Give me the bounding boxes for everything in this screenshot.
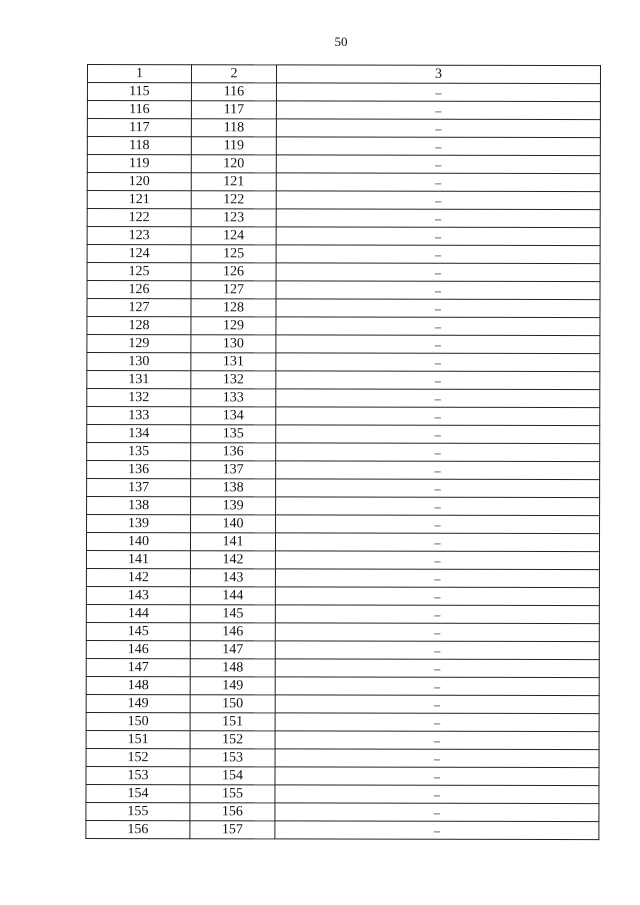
table-row (87, 389, 600, 408)
table-cell: 151 (86, 730, 190, 748)
data-table-container (85, 64, 600, 840)
table-cell: 135 (191, 425, 276, 443)
table-cell: 136 (191, 443, 276, 461)
table-cell: 142 (190, 551, 275, 569)
table-cell: 125 (87, 263, 191, 281)
table-cell-dash: – (276, 173, 600, 192)
table-cell-dash: – (276, 335, 600, 354)
table-cell-dash: – (276, 425, 600, 444)
table-body (86, 83, 601, 840)
table-cell-dash: – (275, 551, 599, 570)
table-cell: 137 (191, 461, 276, 479)
table-row (87, 443, 600, 462)
column-header-3: 3 (276, 65, 600, 84)
table-cell: 147 (190, 641, 275, 659)
table-cell: 154 (86, 784, 190, 802)
table-cell: 155 (190, 785, 275, 803)
table-cell: 123 (87, 227, 191, 245)
table-row (86, 604, 599, 623)
table-cell: 118 (87, 137, 191, 155)
table-cell: 126 (87, 281, 191, 299)
table-cell: 151 (190, 713, 275, 731)
table-cell-dash: – (276, 281, 600, 300)
table-cell-dash: – (276, 515, 600, 534)
table-cell: 148 (86, 676, 190, 694)
table-cell: 130 (87, 353, 191, 371)
table-cell: 133 (191, 389, 276, 407)
table-cell-dash: – (276, 245, 600, 264)
table-cell: 127 (87, 299, 191, 317)
table-cell-dash: – (276, 227, 600, 246)
table-cell: 156 (190, 803, 275, 821)
table-cell: 141 (190, 533, 275, 551)
table-cell: 150 (190, 695, 275, 713)
table-cell: 134 (87, 425, 191, 443)
table-row (87, 245, 600, 264)
table-cell-dash: – (275, 713, 599, 732)
table-cell-dash: – (276, 263, 600, 282)
table-row (86, 640, 599, 659)
table-row (86, 586, 599, 605)
table-cell: 124 (87, 245, 191, 263)
table-cell: 139 (191, 497, 276, 515)
table-cell: 129 (191, 317, 276, 335)
table-cell: 116 (87, 101, 191, 119)
table-cell: 128 (87, 317, 191, 335)
table-cell: 117 (87, 119, 191, 137)
table-cell-dash: – (276, 389, 600, 408)
table-row (87, 497, 600, 516)
table-cell: 145 (190, 605, 275, 623)
table-cell: 134 (191, 407, 276, 425)
table-row (86, 622, 599, 641)
table-row (87, 353, 600, 372)
table-cell: 116 (191, 83, 276, 101)
table-cell-dash: – (276, 461, 600, 480)
table-row (87, 263, 600, 282)
table-cell-dash: – (275, 731, 599, 750)
table-row (86, 766, 599, 785)
table-cell: 120 (87, 173, 191, 191)
table-cell: 152 (190, 731, 275, 749)
table-cell-dash: – (275, 569, 599, 588)
table-cell: 122 (191, 191, 276, 209)
table-cell-dash: – (276, 407, 600, 426)
table-cell: 153 (190, 749, 275, 767)
table-row (87, 371, 600, 390)
table-row (87, 407, 600, 426)
table-row (86, 712, 599, 731)
table-cell: 144 (190, 587, 275, 605)
table-row (87, 173, 600, 192)
table-cell: 127 (191, 281, 276, 299)
table-row (87, 281, 600, 300)
table-cell: 152 (86, 748, 190, 766)
table-cell-dash: – (276, 155, 600, 174)
table-cell: 125 (191, 245, 276, 263)
table-cell-dash: – (275, 767, 599, 786)
table-cell: 130 (191, 335, 276, 353)
table-cell: 138 (191, 479, 276, 497)
table-cell-dash: – (275, 749, 599, 768)
table-row (87, 479, 600, 498)
table-cell: 136 (87, 461, 191, 479)
table-cell: 141 (86, 551, 190, 569)
table-cell: 123 (191, 209, 276, 227)
table-row (87, 101, 600, 120)
table-cell-dash: – (275, 821, 599, 840)
table-cell: 133 (87, 407, 191, 425)
table-cell: 121 (87, 191, 191, 209)
table-cell: 129 (87, 335, 191, 353)
table-cell: 137 (87, 479, 191, 497)
table-cell: 117 (191, 101, 276, 119)
table-cell-dash: – (276, 209, 600, 228)
column-header-2: 2 (191, 65, 276, 83)
table-row (86, 820, 599, 839)
table-cell-dash: – (276, 137, 600, 156)
table-cell: 149 (86, 694, 190, 712)
table-cell-dash: – (276, 443, 600, 462)
table-row (86, 533, 599, 552)
table-row (87, 335, 600, 354)
table-cell: 157 (190, 821, 275, 839)
table-cell: 145 (86, 622, 190, 640)
table-cell: 155 (86, 802, 190, 820)
table-row (86, 748, 599, 767)
table-cell: 124 (191, 227, 276, 245)
table-cell: 118 (191, 119, 276, 137)
table-cell: 148 (190, 659, 275, 677)
table-row (87, 227, 600, 246)
table-row (87, 461, 600, 480)
table-cell-dash: – (276, 101, 600, 120)
table-row (87, 515, 600, 534)
table-row (86, 676, 599, 695)
table-cell-dash: – (275, 641, 599, 660)
table-cell: 147 (86, 658, 190, 676)
table-cell-dash: – (276, 83, 600, 102)
table-row (86, 658, 599, 677)
table-cell: 156 (86, 820, 190, 838)
table-cell-dash: – (275, 695, 599, 714)
table-cell: 143 (190, 569, 275, 587)
table-cell-dash: – (276, 119, 600, 138)
table-cell-dash: – (275, 623, 599, 642)
table-cell: 153 (86, 766, 190, 784)
table-cell-dash: – (275, 803, 599, 822)
table-cell: 132 (191, 371, 276, 389)
table-cell: 122 (87, 209, 191, 227)
table-cell-dash: – (275, 785, 599, 804)
table-row (86, 730, 599, 749)
page-number: 50 (334, 34, 348, 49)
table-row (87, 317, 600, 336)
table-cell-dash: – (276, 371, 600, 390)
table-cell-dash: – (276, 353, 600, 372)
table-row (87, 83, 600, 102)
table-row (86, 551, 599, 570)
table-row (87, 209, 600, 228)
table-cell: 142 (86, 568, 190, 586)
table-cell: 115 (87, 83, 191, 101)
table-cell-dash: – (275, 587, 599, 606)
table-cell: 146 (190, 623, 275, 641)
table-cell-dash: – (276, 299, 600, 318)
table-cell: 138 (87, 497, 191, 515)
table-row (86, 694, 599, 713)
table-cell-dash: – (276, 497, 600, 516)
data-table (85, 64, 601, 840)
table-cell: 143 (86, 586, 190, 604)
column-header-1: 1 (87, 65, 191, 83)
table-cell-dash: – (275, 659, 599, 678)
table-row (87, 425, 600, 444)
table-cell-dash: – (275, 533, 599, 552)
table-cell-dash: – (276, 191, 600, 210)
table-cell-dash: – (275, 677, 599, 696)
table-cell: 132 (87, 389, 191, 407)
table-cell: 119 (191, 137, 276, 155)
table-cell: 121 (191, 173, 276, 191)
table-cell: 131 (87, 371, 191, 389)
table-cell-dash: – (275, 605, 599, 624)
table-row (87, 137, 600, 156)
table-cell: 128 (191, 299, 276, 317)
table-cell-dash: – (276, 479, 600, 498)
table-cell: 144 (86, 604, 190, 622)
table-row (87, 155, 600, 174)
table-cell: 140 (86, 533, 190, 551)
table-cell: 119 (87, 155, 191, 173)
table-cell: 140 (191, 515, 276, 533)
table-cell: 139 (87, 515, 191, 533)
table-cell: 150 (86, 712, 190, 730)
table-cell: 120 (191, 155, 276, 173)
table-cell: 146 (86, 640, 190, 658)
table-row (87, 119, 600, 138)
table-cell: 126 (191, 263, 276, 281)
table-cell: 135 (87, 443, 191, 461)
table-row (86, 784, 599, 803)
table-cell-dash: – (276, 317, 600, 336)
table-cell: 154 (190, 767, 275, 785)
table-row (87, 299, 600, 318)
table-row (86, 802, 599, 821)
table-cell: 149 (190, 677, 275, 695)
table-header-row (87, 65, 600, 84)
table-row (87, 191, 600, 210)
table-row (86, 568, 599, 587)
table-cell: 131 (191, 353, 276, 371)
